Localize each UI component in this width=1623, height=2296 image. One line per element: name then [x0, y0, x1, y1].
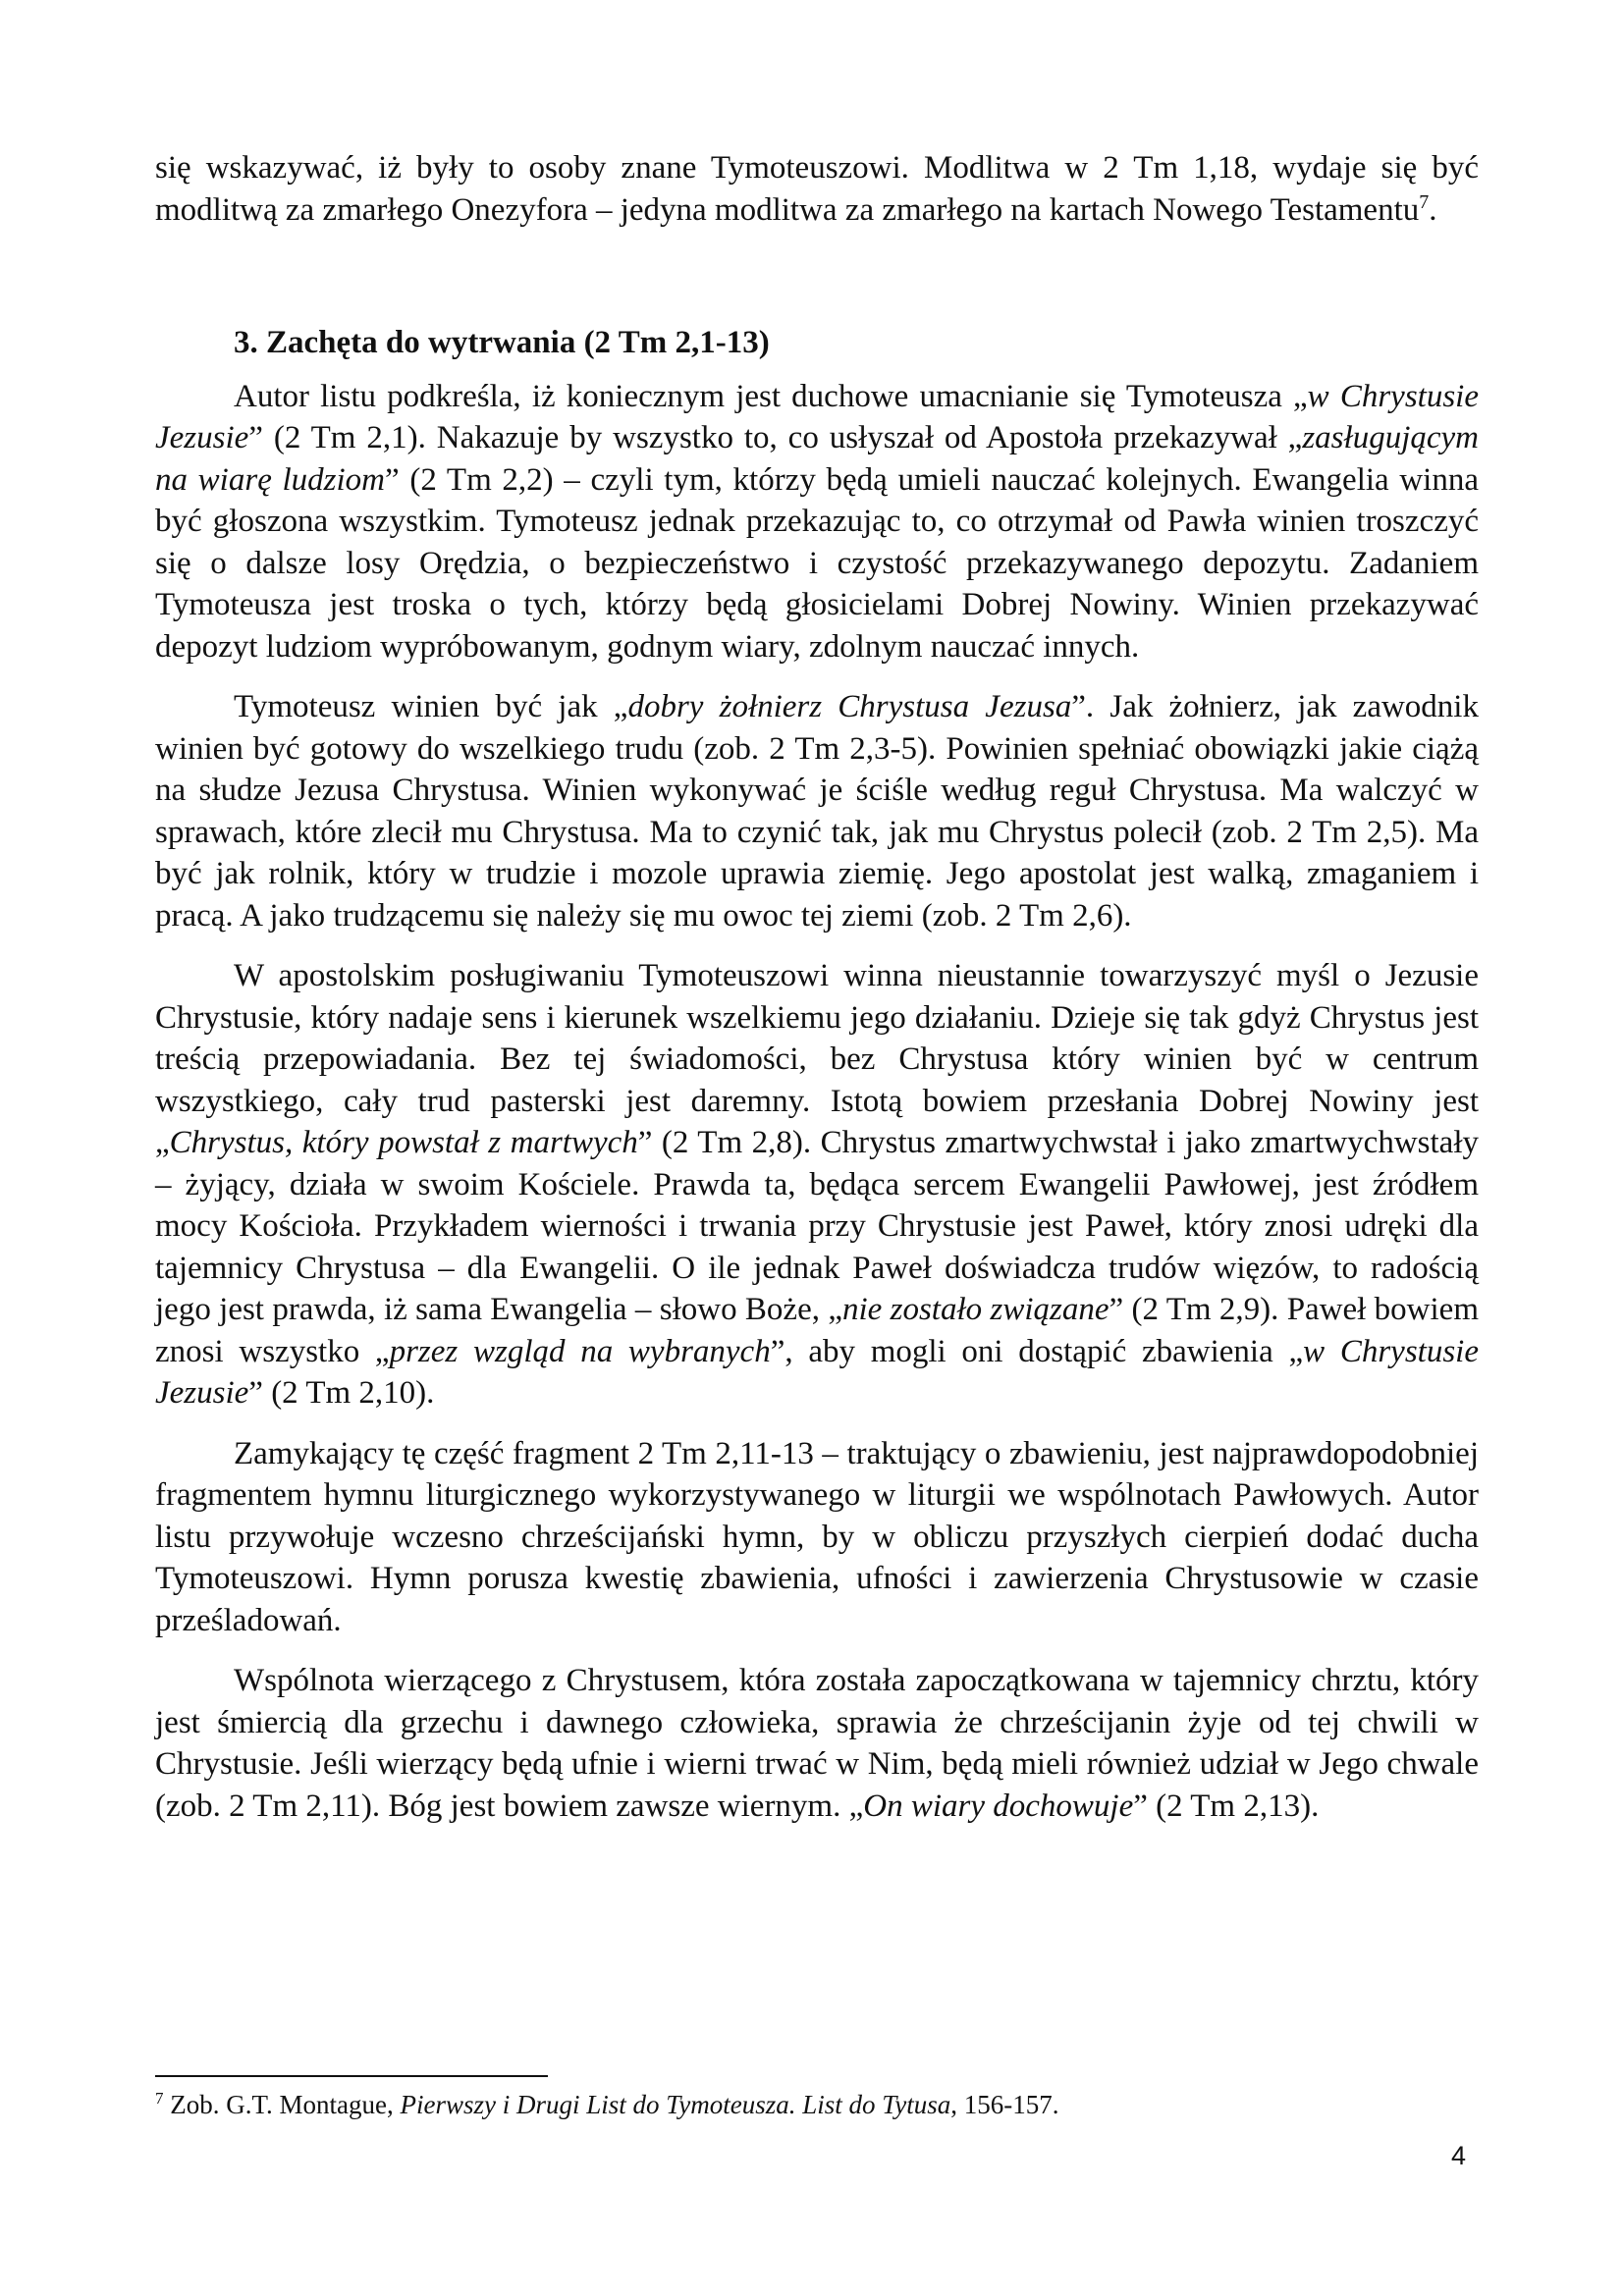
paragraph-text: ” (2 Tm 2,8). Chrystus zmartwychwstał i jako zmartwychwstały – żyjący, działa w swoim Kościele. Prawda ta, będąca sercem Ewangelii Pawłowej, jest źródłem mocy Kościoła. Przykładem wierności i trwania przy Chrystusie jest Paweł, który znosi udręki dla tajemnicy Chrystusa – dla Ewangelii. O ile jednak Paweł doświadcza trudów więzów, to radością jego jest prawda, iż sama Ewangelia – słowo Boże, „ [155, 1125, 1479, 1327]
footnote-prefix: Zob. G.T. Montague, [163, 2090, 401, 2119]
paragraph-text: ” (2 Tm 2,9). Paweł bowiem znosi wszystko „ [155, 1292, 1479, 1369]
paragraph-text: Autor listu podkreśla, iż koniecznym jest duchowe umacnianie się Tymoteusza „ [234, 378, 1308, 414]
intro-end: . [1429, 191, 1437, 228]
paragraph-text: Wspólnota wierzącego z Chrystusem, która została zapoczątkowana w tajemnicy chrztu, który jest śmiercią dla grzechu i dawnego człowieka, sprawia że chrześcijanin żyje od tej chwili w Chrystusie. Jeśli wierzący będą ufnie i wierni trwać w Nim, będą mieli również udział w Jego chwale (zob. 2 Tm 2,11). Bóg jest bowiem zawsze wiernym. „ [155, 1663, 1479, 1824]
page-number: 4 [1451, 2141, 1467, 2170]
body-paragraphs [155, 376, 1479, 1828]
paragraph-text: Tymoteusz winien być jak „ [234, 689, 628, 724]
quoted-scripture: przez wzgląd na wybranych [389, 1333, 771, 1369]
body-paragraph [155, 955, 1479, 1415]
quoted-scripture: nie zostało związane [841, 1292, 1109, 1327]
quoted-scripture: zasługującym na wiarę ludziom [155, 420, 1479, 498]
document-page [155, 147, 1479, 1845]
body-paragraph [155, 686, 1479, 936]
body-paragraph [155, 1660, 1479, 1827]
quoted-scripture: Chrystus, który powstał z martwych [169, 1125, 638, 1160]
paragraph-text: ”. Jak żołnierz, jak zawodnik winien być gotowy do wszelkiego trudu (zob. 2 Tm 2,3-5). Powinien spełniać obowiązki jakie ciążą na słudze Jezusa Chrystusa. Winien wykonywać je ściśle według reguł Chrystusa. Ma walczyć w sprawach, które zlecił mu Chrystusa. Ma to czynić tak, jak mu Chrystus polecił (zob. 2 Tm 2,5). Ma być jak rolnik, który w trudzie i mozole uprawia ziemię. Jego apostolat jest walką, zmaganiem i pracą. A jako trudzącemu się należy się mu owoc tej ziemi (zob. 2 Tm 2,6). [155, 689, 1479, 934]
quoted-scripture: On wiary dochowuje [863, 1788, 1134, 1824]
paragraph-text: ” (2 Tm 2,10). [248, 1375, 435, 1411]
footnote-number: 7 [155, 2089, 164, 2108]
quoted-scripture: dobry żołnierz Chrystusa Jezusa [627, 689, 1072, 724]
paragraph-text: ” (2 Tm 2,1). Nakazuje by wszystko to, co usłyszał od Apostoła przekazywał „ [248, 420, 1303, 455]
intro-text: się wskazywać, iż były to osoby znane Tymoteuszowi. Modlitwa w 2 Tm 1,18, wydaje się być modlitwą za zmarłego Onezyfora – jedyna modlitwa za zmarłego na kartach Nowego Testamentu [155, 150, 1479, 228]
paragraph-text: ”, aby mogli oni dostąpić zbawienia „ [770, 1333, 1304, 1369]
section-heading: 3. Zachęta do wytrwania (2 Tm 2,1-13) [234, 325, 770, 360]
paragraph-text: W apostolskim posługiwaniu Tymoteuszowi winna nieustannie towarzyszyć myśl o Jezusie Chrystusie, który nadaje sens i kierunek wszelkiemu jego działaniu. Dzieje się tak gdyż Chrystus jest treścią przepowiadania. Bez tej świadomości, bez Chrystusa który winien być w centrum wszystkiego, cały trud pasterski jest daremny. Istotą bowiem przesłania Dobrej Nowiny jest „ [155, 958, 1479, 1160]
intro-paragraph [155, 147, 1479, 231]
body-paragraph [155, 1433, 1479, 1642]
quoted-scripture: w Chrystusie Jezusie [155, 1333, 1480, 1411]
paragraph-text: ” (2 Tm 2,2) – czyli tym, którzy będą umieli nauczać kolejnych. Ewangelia winna być głoszona wszystkim. Tymoteusz jednak przekazując to, co otrzymał od Pawła winien troszczyć się o dalsze losy Orędzia, o bezpieczeństwo i czystość przekazywanego depozytu. Zadaniem Tymoteusza jest troska o tych, którzy będą głosicielami Dobrej Nowiny. Winien przekazywać depozyt ludziom wypróbowanym, godnym wiary, zdolnym nauczać innych. [155, 461, 1479, 665]
footnote-divider [155, 2075, 548, 2077]
footnote-title: Pierwszy i Drugi List do Tymoteusza. List do Tytusa [400, 2090, 951, 2119]
paragraph-text: ” (2 Tm 2,13). [1133, 1788, 1320, 1824]
body-paragraph [155, 376, 1479, 668]
paragraph-text: Zamykający tę część fragment 2 Tm 2,11-13 – traktujący o zbawieniu, jest najprawdopodobniej fragmentem hymnu liturgicznego wykorzystywanego w liturgii we wspólnotach Pawłowych. Autor listu przywołuje wczesno chrześcijański hymn, by w obliczu przyszłych cierpień dodać ducha Tymoteuszowi. Hymn porusza kwestię zbawienia, ufności i zawierzenia Chrystusowie w czasie prześladowań. [155, 1435, 1479, 1638]
footnote [155, 2088, 1479, 2121]
footnote-suffix: , 156-157. [950, 2090, 1059, 2119]
quoted-scripture: w Chrystusie Jezusie [155, 378, 1479, 455]
footnote-reference[interactable]: 7 [1419, 190, 1430, 213]
